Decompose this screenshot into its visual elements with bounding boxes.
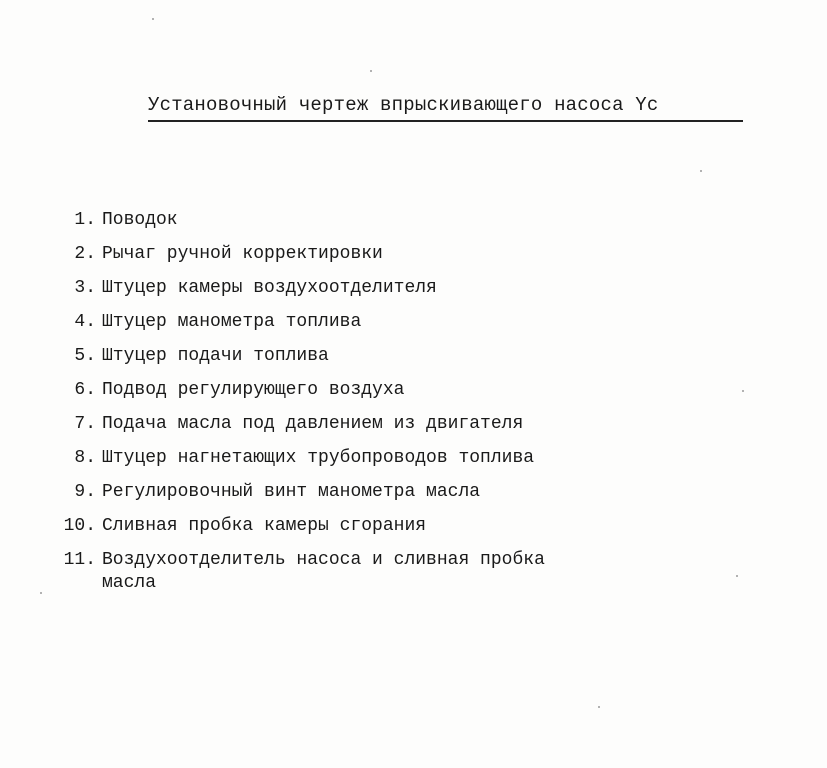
- scan-speck: [742, 390, 744, 392]
- item-text: Воздухоотделитель насоса и сливная пробка масла: [102, 550, 545, 593]
- list-item: [44, 407, 664, 441]
- item-text: Сливная пробка камеры сгорания: [102, 516, 427, 536]
- item-number: 7.: [74, 414, 96, 434]
- item-text: Подача масла под давлением из двигателя: [102, 414, 524, 434]
- page-title: Установочный чертеж впрыскивающего насоса Yc: [148, 94, 659, 116]
- item-number: 5.: [74, 346, 96, 366]
- item-text: Рычаг ручной корректировки: [102, 244, 383, 264]
- item-number: 4.: [74, 312, 96, 332]
- list-item: [44, 203, 664, 237]
- list-item: [44, 237, 664, 271]
- list-item: [44, 543, 664, 595]
- item-number: 2.: [74, 244, 96, 264]
- title-block: [148, 92, 743, 122]
- title-underline: [148, 120, 743, 122]
- list-item: [44, 339, 664, 373]
- scan-speck: [152, 18, 154, 20]
- list-item: [44, 475, 664, 509]
- scan-speck: [598, 706, 600, 708]
- item-number: 8.: [74, 448, 96, 468]
- item-text: Штуцер нагнетающих трубопроводов топлива: [102, 448, 535, 468]
- scan-speck: [40, 592, 42, 594]
- legend-list: [44, 203, 664, 595]
- scan-speck: [370, 70, 372, 72]
- item-number: 9.: [74, 482, 96, 502]
- list-item: [44, 373, 664, 407]
- item-text: Штуцер манометра топлива: [102, 312, 362, 332]
- item-number: 10.: [63, 516, 96, 536]
- item-number: 6.: [74, 380, 96, 400]
- scan-speck: [736, 575, 738, 577]
- item-number: 1.: [74, 210, 96, 230]
- item-text: Регулировочный винт манометра масла: [102, 482, 481, 502]
- list-item: [44, 305, 664, 339]
- list-item: [44, 509, 664, 543]
- item-number: 3.: [74, 278, 96, 298]
- item-text: Поводок: [102, 210, 178, 230]
- item-number: 11.: [63, 550, 96, 570]
- list-item: [44, 441, 664, 475]
- item-text: Штуцер камеры воздухоотделителя: [102, 278, 437, 298]
- scan-speck: [700, 170, 702, 172]
- list-item: [44, 271, 664, 305]
- item-text: Штуцер подачи топлива: [102, 346, 329, 366]
- item-text: Подвод регулирующего воздуха: [102, 380, 405, 400]
